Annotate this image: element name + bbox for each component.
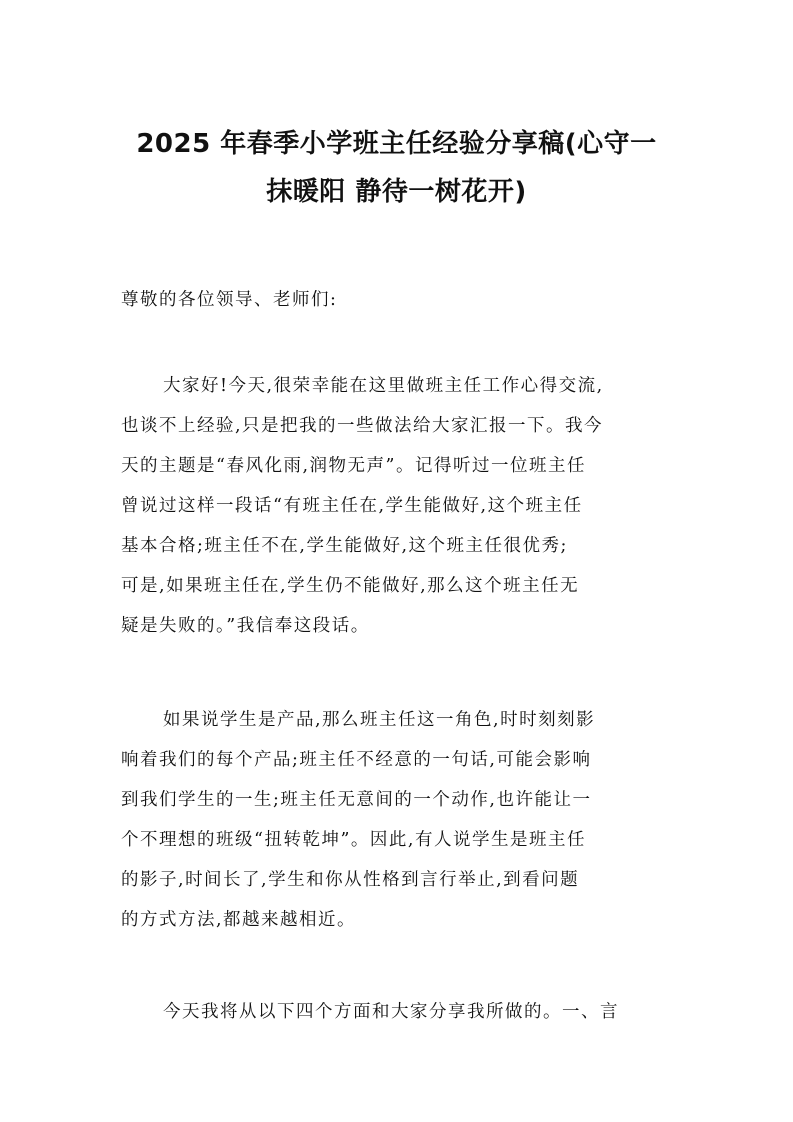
paragraph-2-line: 个不理想的班级“扭转乾坤”。因此,有人说学生是班主任 xyxy=(121,830,586,850)
paragraph-2-line: 的影子,时间长了,学生和你从性格到言行举止,到看问题 xyxy=(121,870,580,890)
paragraph-1-line: 曾说过这样一段话“有班主任在,学生能做好,这个班主任 xyxy=(121,496,583,516)
paragraph-2-line: 响着我们的每个产品;班主任不经意的一句话,可能会影响 xyxy=(121,750,592,770)
paragraph-1-line: 基本合格;班主任不在,学生能做好,这个班主任很优秀; xyxy=(121,536,568,556)
paragraph-2-line: 到我们学生的一生;班主任无意间的一个动作,也许能让一 xyxy=(121,790,592,810)
document-title-line-1: 2025 年春季小学班主任经验分享稿(心守一 xyxy=(136,129,657,159)
paragraph-2-line: 如果说学生是产品,那么班主任这一角色,时时刻刻影 xyxy=(163,710,596,730)
paragraph-1-line: 大家好!今天,很荣幸能在这里做班主任工作心得交流, xyxy=(163,376,604,396)
paragraph-3-line: 今天我将从以下四个方面和大家分享我所做的。一、言 xyxy=(163,1002,619,1022)
paragraph-1-line: 也谈不上经验,只是把我的一些做法给大家汇报一下。我今 xyxy=(121,416,604,436)
paragraph-1-line: 疑是失败的。”我信奉这段话。 xyxy=(121,616,370,636)
paragraph-1-line: 可是,如果班主任在,学生仍不能做好,那么这个班主任无 xyxy=(121,576,580,596)
document-title-line-2: 抹暖阳 静待一树花开) xyxy=(266,177,527,207)
salutation: 尊敬的各位领导、老师们: xyxy=(121,290,338,310)
paragraph-2-line: 的方式方法,都越来越相近。 xyxy=(121,910,357,930)
paragraph-1-line: 天的主题是“春风化雨,润物无声”。记得听过一位班主任 xyxy=(121,456,586,476)
